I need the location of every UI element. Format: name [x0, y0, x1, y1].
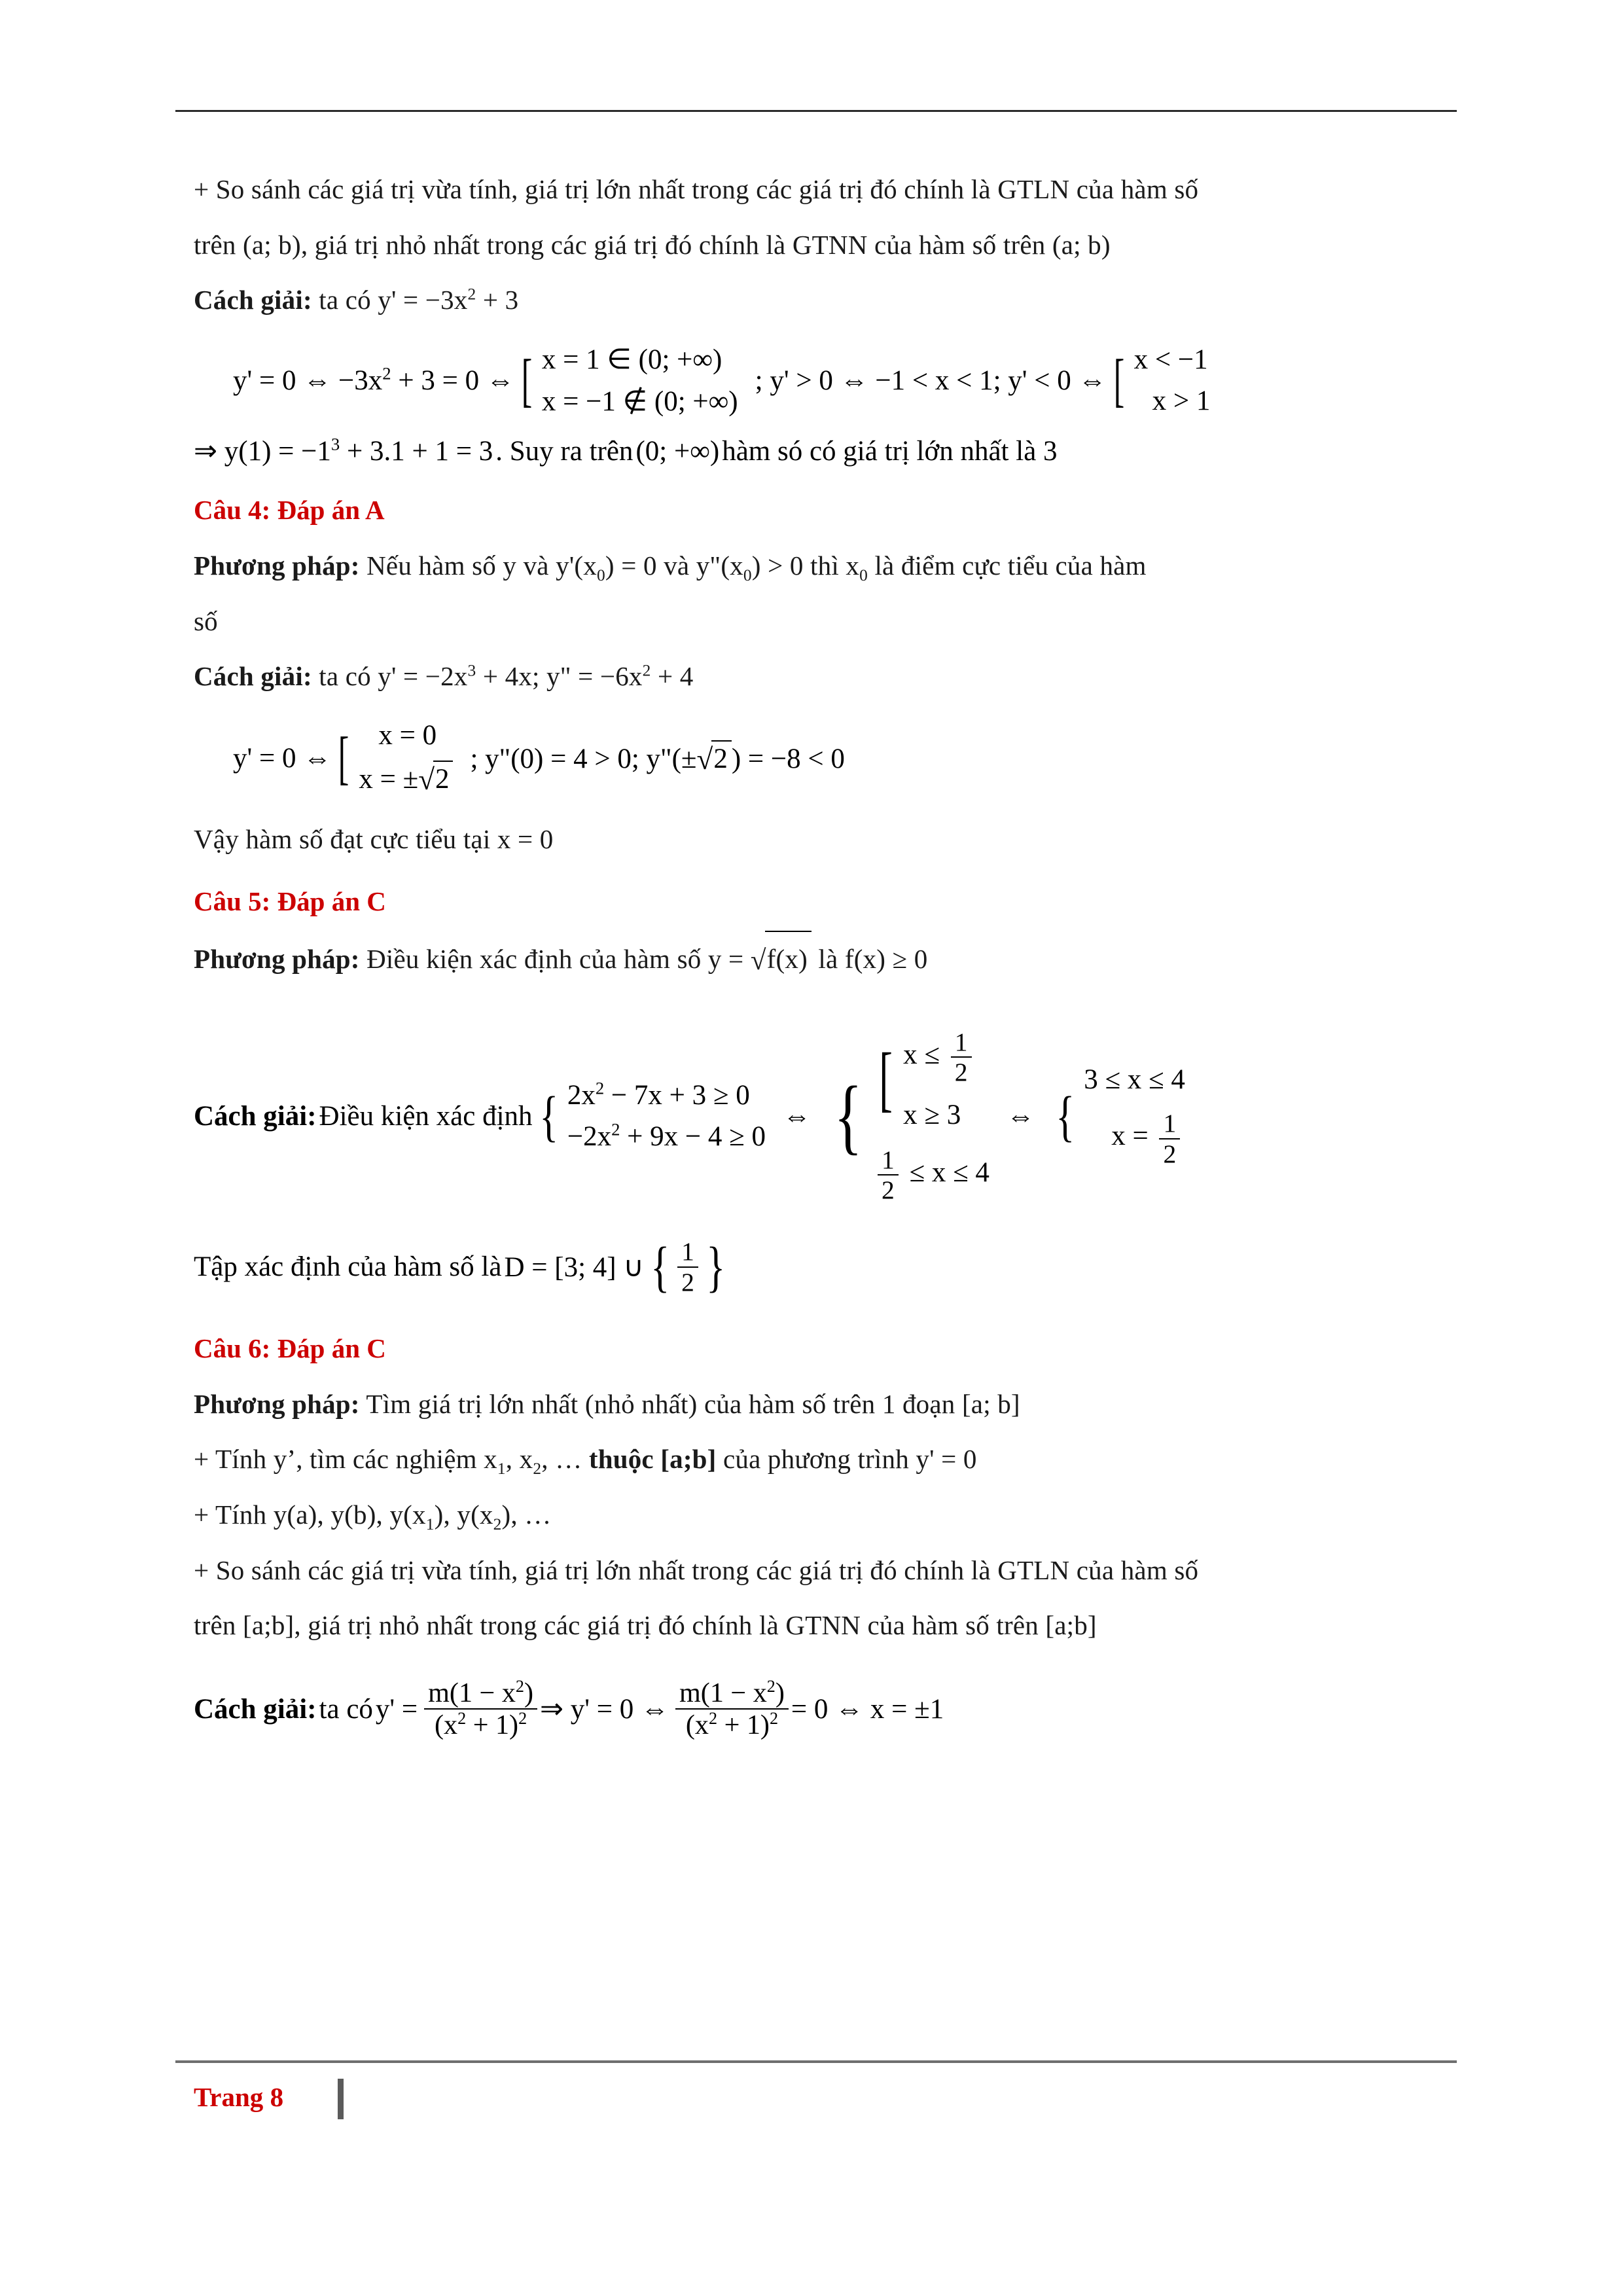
eq1-cases-2 — [1109, 344, 1211, 417]
footer-page-number: 8 — [270, 2082, 284, 2112]
heading-cau-6: Câu 6: Đáp án C — [194, 1333, 386, 1363]
sys3-line2: x = $\frac{1}{2}$ — [1084, 1109, 1185, 1168]
b11-math: D = [3; 4] ∪ — [504, 1251, 644, 1283]
b8-text: Vậy hàm số đạt cực tiểu tại — [194, 824, 491, 855]
cach-giai-text-4: ta có — [319, 1693, 373, 1725]
b13-math2: y' = 0 — [916, 1444, 977, 1475]
phuong-phap-label-1: Phương pháp: — [194, 550, 360, 581]
sys2-line1: x ≤ $\frac{1}{2}$ — [903, 1028, 975, 1087]
eq1-case1: x = 1 ∈ (0; +∞) — [541, 344, 722, 376]
brace-icon-2: { — [834, 1069, 863, 1163]
equation-block-1 — [194, 343, 1457, 418]
cach-giai-text-3: Điều kiện xác định — [319, 1100, 533, 1132]
sys2-group — [874, 1028, 990, 1131]
header-rule — [175, 110, 1457, 112]
phuong-phap-2 — [194, 931, 1457, 988]
bracket-icon-2: [ — [1113, 347, 1124, 413]
paragraph-compare-values — [194, 164, 1457, 215]
brace-icon-3: { — [1056, 1084, 1075, 1147]
b1-line1: + So sánh các giá trị vừa tính, giá trị lớn nhất trong các giá trị đó chính là GTLN của hàm số — [194, 174, 1199, 204]
pp3-text: Tìm giá trị lớn nhất (nhỏ nhất) của hàm số trên 1 đoạn — [366, 1388, 955, 1419]
sys1-line1: $2x^2 - 7x + 3 \ge 0$ — [567, 1078, 750, 1111]
sys1-line2: $-2x^2 + 9x - 4 \ge 0$ — [567, 1119, 766, 1153]
eq3-case2: x = ±√2 — [359, 761, 453, 797]
eq1-mid: ; y' > 0 ⇔ −1 < x < 1; y' < 0 ⇔ — [755, 365, 1107, 396]
b11-frac: $\frac{1}{2}$ — [677, 1237, 698, 1297]
eq3-case1: x = 0 — [378, 720, 437, 751]
b1-line2-pre: trên — [194, 229, 243, 260]
pp1-text-post: thì — [810, 550, 839, 581]
sys2-line3: $\frac{1}{2}$ ≤ x ≤ 4 — [874, 1145, 990, 1205]
document-body — [194, 164, 1457, 1758]
pp2-math1: y = √f(x) — [708, 944, 812, 974]
heading-cau-5: Câu 5: Đáp án C — [194, 886, 386, 916]
pp1-math1: $y'(x_0) = 0$ — [556, 550, 657, 585]
pp1-text-pre: Nếu hàm số y và — [366, 550, 549, 581]
bracket-icon: [ — [521, 347, 533, 413]
paragraph-cuc-tieu — [194, 814, 1457, 865]
b13-text-mid: của phương trình — [722, 1444, 909, 1475]
equation-block-6 — [194, 1677, 1457, 1740]
cach-giai-2 — [194, 651, 1457, 702]
equation-block-2 — [194, 435, 1457, 467]
pp2-text-pre: Điều kiện xác định của hàm số — [366, 944, 702, 975]
equation-block-4 — [194, 1028, 1457, 1204]
equation-block-5 — [194, 1234, 1457, 1298]
bracket-icon-4: [ — [879, 1038, 893, 1120]
step-compare-1: + So sánh các giá trị vừa tính, giá trị lớn nhất trong các giá trị đó chính là GTLN của hàm số — [194, 1554, 1199, 1585]
b13-bold: thuộc [a;b] — [588, 1444, 717, 1475]
b16-mid: ⇒ y' = 0 ⇔ — [540, 1694, 669, 1725]
brace-icon-1: { — [539, 1084, 558, 1147]
pp3-math: [a; b] — [961, 1388, 1020, 1419]
pp1-line2: số — [194, 605, 218, 636]
b8-math: x = 0 — [497, 824, 554, 855]
pp1-math2: $y"(x_0) > 0$ — [696, 550, 804, 585]
equation-block-3 — [194, 719, 1457, 797]
b1-line2-mid: , giá trị nhỏ nhất trong các giá trị đó chính là GTNN của hàm số trên — [300, 229, 1052, 260]
phuong-phap-3 — [194, 1378, 1457, 1430]
b14-text-pre: + Tính — [194, 1499, 267, 1530]
phuong-phap-label-3: Phương pháp: — [194, 1388, 360, 1419]
cach-giai-text-2: ta có — [319, 661, 371, 692]
cach-giai-1 — [194, 274, 1457, 326]
eq2-interval: (0; +∞) — [635, 435, 720, 467]
footer-label: Trang — [194, 2082, 264, 2112]
cach-giai-label-3: Cách giải: — [194, 1100, 317, 1132]
b14-math: y(a), y(b), $y(x_1)$, $y(x_2)$, … — [273, 1499, 552, 1534]
sys3-line1: 3 ≤ x ≤ 4 — [1084, 1064, 1185, 1096]
pp1-text-mid: và — [664, 550, 690, 581]
pp1-math3: $x_0$ — [846, 550, 868, 585]
bracket-icon-3: [ — [338, 725, 349, 791]
sys-op-1: ⇔ — [783, 1100, 812, 1132]
cach-giai-text-1: ta có — [319, 285, 371, 315]
eq2-text-end: hàm só có giá trị lớn nhất là 3 — [722, 435, 1058, 467]
paragraph-compare-values-2 — [194, 219, 1457, 271]
pp1-text-end: là điểm cực tiểu của hàm — [874, 550, 1147, 581]
eq2-text-mid: . Suy ra trên — [495, 435, 633, 467]
system-1 — [535, 1079, 766, 1153]
cach-giai-label-4: Cách giải: — [194, 1693, 317, 1725]
b13-text-pre: + Tính y’, tìm các nghiệm — [194, 1444, 477, 1475]
pp2-math2: f(x) ≥ 0 — [844, 944, 928, 975]
step-tinh-y — [194, 1433, 1457, 1485]
eq2-pre: ⇒ $y(1) = -1^3 + 3.1 + 1 = 3$ — [194, 434, 493, 467]
eq1-case2: x = −1 ∉ (0; +∞) — [541, 386, 738, 418]
b16-frac-1: $\frac{m(1 - x^2)}{(x^2 + 1)^2}$ — [424, 1677, 537, 1740]
eq3-cases — [334, 719, 453, 797]
eq1-cases-1 — [517, 343, 738, 418]
step-tinh-values — [194, 1489, 1457, 1541]
phuong-phap-label-2: Phương pháp: — [194, 944, 360, 975]
b16-lhs: y' = — [375, 1693, 418, 1725]
cach-giai-math-2: $y' = -2x^3 + 4x$; y" = $-6x^2 + 4$ — [378, 661, 694, 692]
eq3-lhs: y' = 0 ⇔ — [233, 742, 332, 774]
cach-giai-label-1: Cách giải: — [194, 285, 312, 315]
b16-end: = 0 ⇔ x = ±1 — [791, 1693, 944, 1725]
step-compare-2: trên [a;b], giá trị nhỏ nhất trong các giá trị đó chính là GTNN của hàm số trên [a;b] — [194, 1610, 1097, 1641]
sys2-line2: x ≥ 3 — [903, 1099, 961, 1130]
brace-icon-5: } — [706, 1234, 725, 1298]
sys-op-2: ⇔ — [1006, 1100, 1035, 1132]
brace-icon-4: { — [651, 1234, 669, 1298]
eq3-rhs: ; y"(0) = 4 > 0; y"(±√2 ) = −8 < 0 — [470, 740, 844, 776]
footer-bar — [338, 2079, 344, 2119]
pp2-text-mid: là — [818, 944, 838, 975]
eq1-case3: x < −1 — [1133, 344, 1208, 376]
b1-interval-1: (a; b) — [243, 229, 301, 260]
system-2 — [828, 1028, 990, 1204]
phuong-phap-1 — [194, 540, 1457, 592]
eq1-lhs: y' = 0 ⇔ $-3x^2 + 3 = 0$ ⇔ — [233, 363, 514, 396]
b13-math1: $x_1$, $x_2$, … — [484, 1444, 582, 1479]
footer-rule — [175, 2060, 1457, 2063]
cach-giai-label-2: Cách giải: — [194, 661, 312, 692]
b16-frac-2: $\frac{m(1 - x^2)}{(x^2 + 1)^2}$ — [675, 1677, 789, 1740]
cach-giai-math-1: $y' = -3x^2 + 3$ — [378, 285, 519, 315]
eq1-case4: x > 1 — [1152, 386, 1211, 417]
heading-cau-4: Câu 4: Đáp án A — [194, 495, 385, 526]
b1-interval-2: (a; b) — [1052, 229, 1111, 260]
system-3 — [1052, 1064, 1185, 1168]
set-brace — [647, 1234, 729, 1298]
page-footer — [194, 2081, 283, 2113]
b11-text: Tập xác định của hàm số là — [194, 1251, 502, 1283]
